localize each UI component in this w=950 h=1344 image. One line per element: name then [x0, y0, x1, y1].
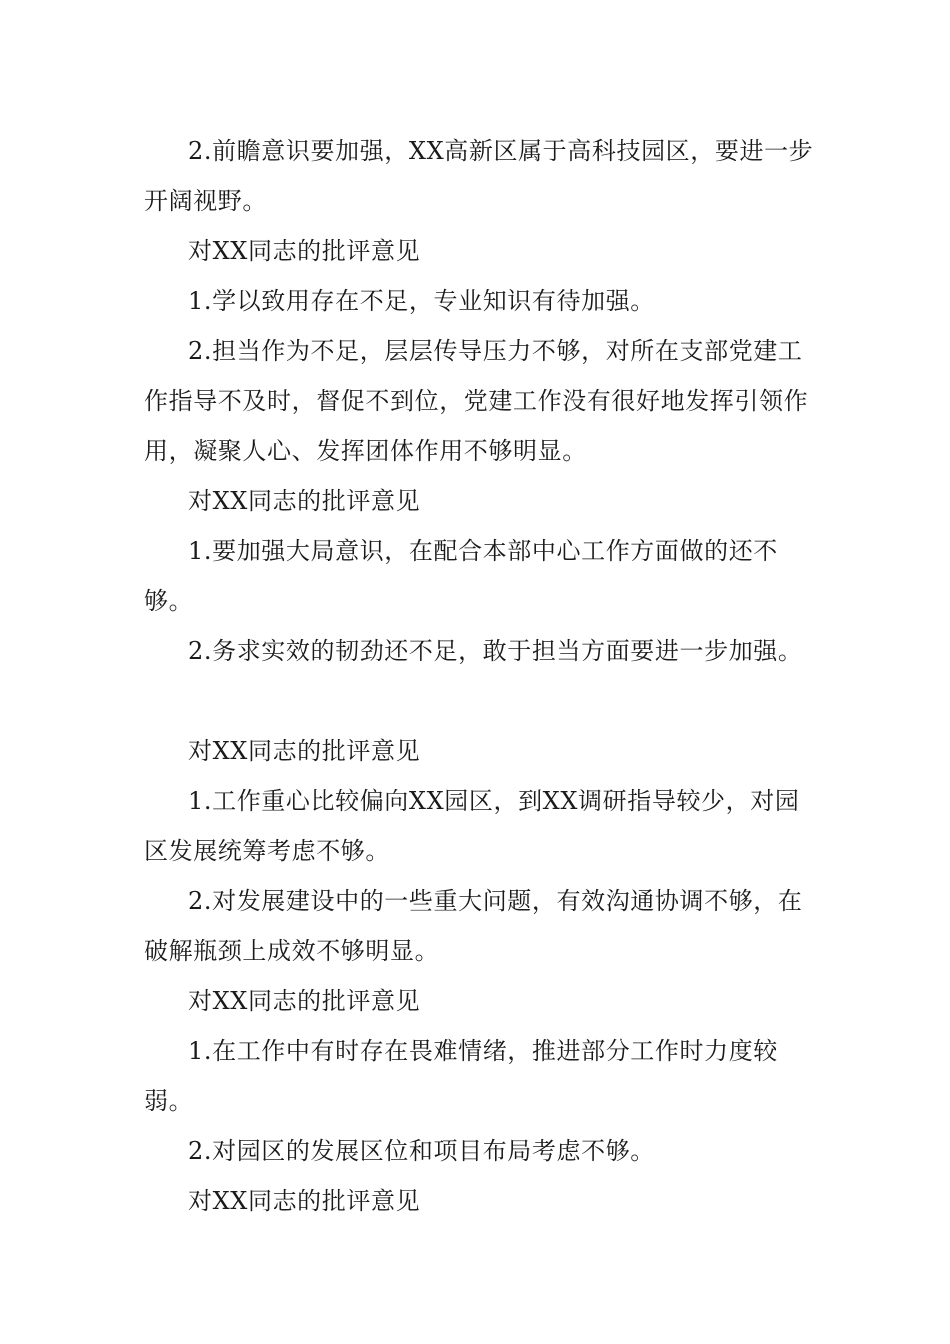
paragraph-foresight: 2.前瞻意识要加强，XX高新区属于高科技园区，要进一步开阔视野。 — [144, 137, 814, 215]
blank-line — [144, 676, 814, 726]
paragraph-overall-view: 1.要加强大局意识，在配合本部中心工作方面做的还不够。 — [144, 537, 778, 615]
paragraph-reluctance: 1.在工作中有时存在畏难情绪，推进部分工作时力度较弱。 — [144, 1037, 778, 1115]
paragraph-layout: 2.对园区的发展区位和项目布局考虑不够。 — [188, 1137, 655, 1165]
heading-criticism: 对XX同志的批评意见 — [188, 237, 421, 265]
paragraph-tenacity: 2.务求实效的韧劲还不足，敢于担当方面要进一步加强。 — [188, 637, 803, 665]
heading-criticism: 对XX同志的批评意见 — [188, 987, 421, 1015]
paragraph-responsibility: 2.担当作为不足，层层传导压力不够，对所在支部党建工作指导不及时，督促不到位，党建工作没有很好地发挥引领作用，凝聚人心、发挥团体作用不够明显。 — [144, 337, 809, 465]
heading-criticism: 对XX同志的批评意见 — [188, 1187, 421, 1215]
paragraph-coordination: 2.对发展建设中的一些重大问题，有效沟通协调不够，在破解瓶颈上成效不够明显。 — [144, 887, 803, 965]
heading-criticism: 对XX同志的批评意见 — [188, 737, 421, 765]
heading-criticism: 对XX同志的批评意见 — [188, 487, 421, 515]
paragraph-learning: 1.学以致用存在不足，专业知识有待加强。 — [188, 287, 655, 315]
paragraph-work-focus: 1.工作重心比较偏向XX园区，到XX调研指导较少，对园区发展统筹考虑不够。 — [144, 787, 800, 865]
document-body — [144, 126, 814, 1226]
